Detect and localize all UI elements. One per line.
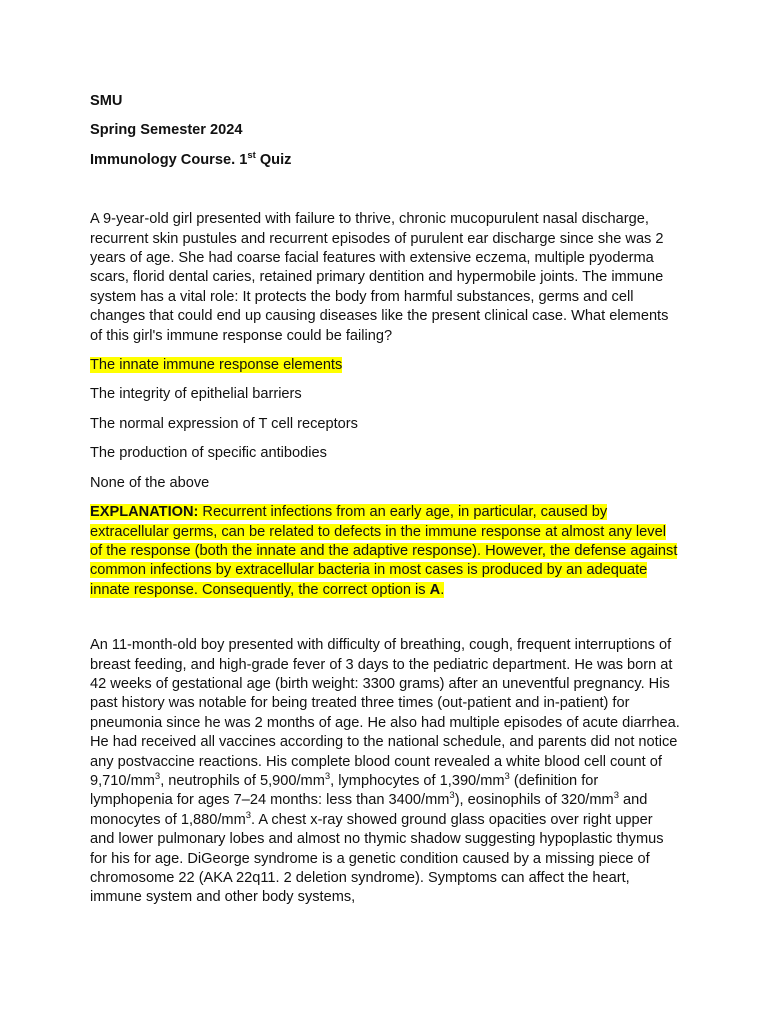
q2-sup-3: 3 — [504, 771, 510, 783]
q2-text-7: . A chest x-ray showed ground glass opacities over right upper and lower pulmonary lobes and almost no thymic shadow suggesting hypoplastic thymus for his for age. DiGeorge syndrome is a genetic condition caused by a missing piece of chromosome 22 (AKA 22q11. 2 deletion syndrome). Symptoms can affect the heart, immune system and other body systems, — [90, 811, 664, 906]
question1-option-d: The production of specific antibodies — [90, 445, 327, 462]
option-a-text: The innate immune response elements — [90, 357, 343, 374]
question1-option-a — [90, 356, 680, 375]
question1-option-b: The integrity of epithelial barriers — [90, 386, 302, 403]
semester-title: Spring Semester 2024 — [90, 122, 243, 139]
question1-option-c: The normal expression of T cell receptors — [90, 415, 358, 432]
explanation-label: EXPLANATION: — [90, 504, 199, 521]
question2-stem — [90, 636, 680, 908]
explanation-text: Recurrent infections from an early age, in particular, caused by extracellular germs, can be related to defects in the immune response at almost any level of the response (both the innate and the adaptive response). However, the defense against common infections by extracellular bacteria in most cases is produced by an adequate innate response. Consequently, the correct option is — [90, 504, 678, 598]
q2-sup-4: 3 — [449, 790, 455, 802]
question1-stem: A 9-year-old girl presented with failure to thrive, chronic mucopurulent nasal discharge, recurrent skin pustules and recurrent episodes of purulent ear discharge since she was 2 years of age. She had coarse facial features with extensive eczema, multiple pyoderma scars, florid dental caries, retained primary dentition and hypermobile joints. The immune system has a vital role: It protects the body from harmful substances, germs and cell changes that could end up causing diseases like the present clinical case. What elements of this girl's immune response could be failing? — [90, 211, 669, 344]
q2-sup-5: 3 — [613, 790, 619, 802]
q2-text-2: , neutrophils of 5,900/mm — [160, 772, 325, 789]
course-title-suffix: Quiz — [255, 151, 292, 168]
document-body — [90, 92, 680, 918]
course-title-prefix: Immunology Course. 1 — [90, 151, 248, 168]
q2-sup-1: 3 — [154, 771, 161, 783]
course-title-ordinal: st — [247, 149, 256, 161]
q2-text-6: and monocytes of 1,880/mm — [90, 792, 648, 828]
q2-sup-2: 3 — [324, 771, 331, 783]
question1-explanation — [90, 503, 680, 600]
q2-text-5: ), eosinophils of 320/mm — [454, 792, 614, 809]
explanation-end: . — [440, 581, 445, 598]
question1-option-e: None of the above — [90, 474, 210, 491]
q2-text-3: , lymphocytes of 1,390/mm — [330, 772, 505, 789]
school-name: SMU — [90, 93, 123, 109]
q2-sup-6: 3 — [245, 809, 252, 821]
q2-text-1: An 11-month-old boy presented with difficulty of breathing, cough, frequent interruptions of breast feeding, and high-grade fever of 3 days to the pediatric department. He was born at 42 weeks of gestational age (birth weight: 3300 grams) after an uneventful pregnancy. His past history was notable for being treated three times (out-patient and in-patient) for pneumonia since he was 2 months of age. He also had multiple episodes of acute diarrhea. He had received all vaccines according to the national schedule, and parents did not notice any postvaccine reactions. His complete blood count revealed a white blood cell count of 9,710/mm — [90, 637, 680, 789]
q2-text-4: (definition for lymphopenia for ages 7–24 months: less than 3400/mm — [90, 772, 599, 809]
course-title — [90, 151, 680, 170]
explanation-answer: A — [429, 581, 441, 598]
